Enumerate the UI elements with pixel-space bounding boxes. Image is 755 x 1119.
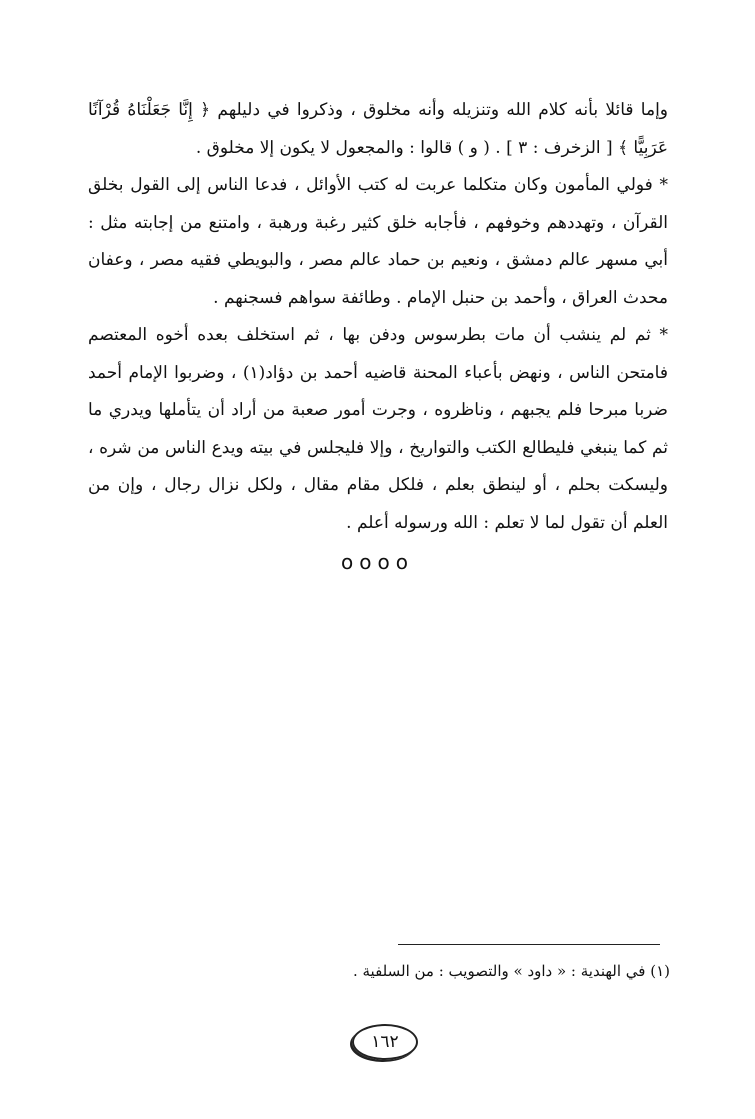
paragraph-2: * فولي المأمون وكان متكلما عربت له كتب الأوائل ، فدعا الناس إلى القول بخلق القرآن ، وتهددهم وخوفهم ، فأجابه خلق كثير رغبة ورهبة ، وامتنع من إجابته مثل : أبي مسهر عالم دمشق ، ونعيم بن حماد عالم مصر ، والبويطي فقيه مصر ، وعفان محدث العراق ، وأحمد بن حنبل الإمام . وطائفة سواهم فسجنهم . xyxy=(88,175,668,308)
footnote: (١) في الهندية : « داود » والتصويب : من السلفية . xyxy=(352,962,670,980)
paragraph-3: * ثم لم ينشب أن مات بطرسوس ودفن بها ، ثم استخلف بعده أخوه المعتصم فامتحن الناس ، ونهض بأعباء المحنة قاضيه أحمد بن دؤاد(١) ، وضربوا الإمام أحمد ضربا مبرحا فلم يجبهم ، وناظروه ، وجرت أمور صعبة من أراد أن يتأملها ويدري ما ثم كما ينبغي فليطالع الكتب والتواريخ ، وإلا فليجلس في بيته ويدع الناس من شره ، وليسكت بحلم ، أو لينطق بعلم ، فلكل مقام مقال ، ولكل نزال رجال ، وإن من العلم أن تقول لما لا تعلم : الله ورسوله أعلم . xyxy=(88,325,668,533)
main-text xyxy=(88,92,668,542)
page-number: ١٦٢ xyxy=(352,1024,418,1060)
section-ornament: oooo xyxy=(341,550,414,574)
paragraph-1: وإما قائلا بأنه كلام الله وتنزيله وأنه مخلوق ، وذكروا في دليلهم ﴿ إِنَّا جَعَلْنَاهُ قُرْآنًا عَرَبِيًّا ﴾ [ الزخرف : ٣ ] . ( و ) قالوا : والمجعول لا يكون إلا مخلوق . xyxy=(88,100,668,158)
footnote-rule xyxy=(398,944,660,945)
